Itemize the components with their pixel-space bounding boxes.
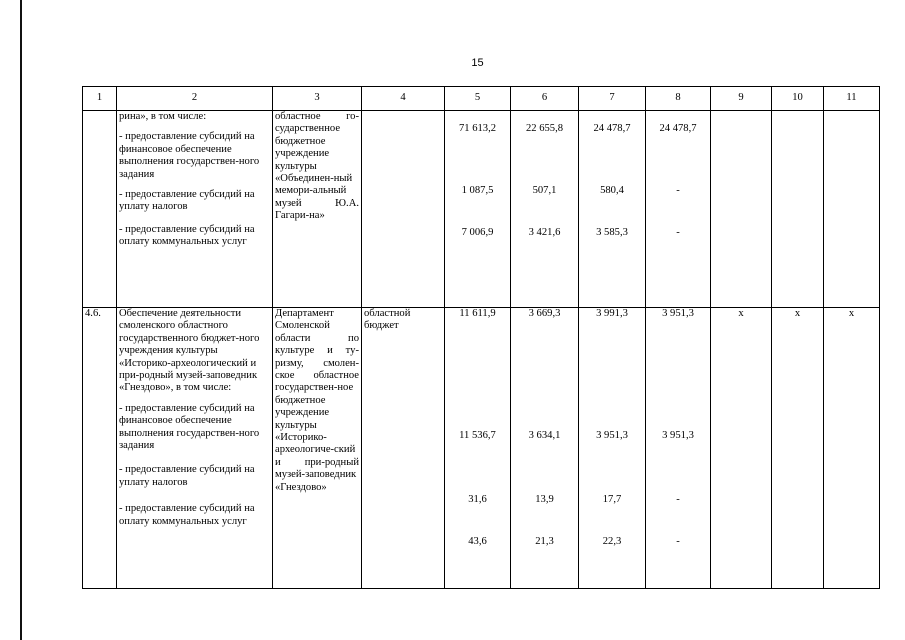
row2-col7-total: 3 991,3	[596, 308, 628, 319]
row2-description	[117, 308, 273, 589]
header-col-11: 11	[824, 87, 880, 111]
row1-executor: областное го-сударственное бюджетное учреждение культуры «Объединен-ный мемори-альный музей Ю.А. Гагари-на»	[273, 111, 362, 308]
row1-item-utilities: - предоставление субсидий на оплату коммунальных услуг	[119, 223, 255, 248]
header-col-10: 10	[772, 87, 824, 111]
row1-col7-task: 24 478,7	[593, 123, 631, 134]
row2-col9: x	[711, 308, 772, 589]
row2-col8-taxes: -	[676, 494, 680, 505]
header-row	[83, 87, 880, 111]
row1-description	[117, 111, 273, 308]
header-col-9: 9	[711, 87, 772, 111]
budget-table	[82, 86, 880, 589]
row2-number: 4.6.	[83, 308, 117, 589]
row1-col8-utilities: -	[676, 227, 680, 238]
row1-col9	[711, 111, 772, 308]
header-col-6: 6	[511, 87, 579, 111]
row2-col6-total: 3 669,3	[528, 308, 561, 319]
row2-col6-utilities: 21,3	[535, 536, 554, 547]
row1-col7-utilities: 3 585,3	[596, 227, 628, 238]
row1-col6-utilities: 3 421,6	[528, 227, 561, 238]
header-col-2: 2	[117, 87, 273, 111]
row1-col5-utilities: 7 006,9	[461, 227, 494, 238]
header-col-4: 4	[362, 87, 445, 111]
row2-col10: x	[772, 308, 824, 589]
row2-item-utilities: - предоставление субсидий на оплату коммунальных услуг	[119, 503, 255, 527]
page-number: 15	[471, 57, 484, 69]
row2-col11: x	[824, 308, 880, 589]
row2-col8	[646, 308, 711, 589]
row1-col6-taxes: 507,1	[532, 185, 557, 196]
row2-col7-utilities: 22,3	[602, 536, 622, 547]
row1-lead-text: рина», в том числе:	[119, 111, 207, 122]
row1-col6-task: 22 655,8	[525, 123, 564, 134]
row2-col8-task: 3 951,3	[662, 430, 694, 441]
row1-col5-taxes: 1 087,5	[461, 185, 494, 196]
row1-col7-taxes: 580,4	[600, 185, 624, 196]
row2-executor: Департамент Смоленской области по культуре и ту-ризму, смолен-ское областное государствен-ное бюджетное учреждение культуры «Историко-археологиче-ский и при-родный музей-заповедник «Гнездово»	[273, 308, 362, 589]
row1-source	[362, 111, 445, 308]
row2-col8-utilities: -	[676, 536, 680, 547]
row2-col6-task: 3 634,1	[528, 430, 561, 441]
row2-lead-text: Обеспечение деятельности смоленского областного государственного бюджет-ного учреждения культуры «Историко-археологический и при-родный музей-заповедник «Гнездово», в том числе:	[119, 308, 260, 394]
row2-col6	[511, 308, 579, 589]
row2-item-taxes: - предоставление субсидий на уплату налогов	[119, 464, 255, 488]
row1-col10	[772, 111, 824, 308]
table-row	[83, 111, 880, 308]
row1-col8-taxes: -	[676, 185, 680, 196]
row2-col7-taxes: 17,7	[602, 494, 622, 505]
row1-col7	[579, 111, 646, 308]
table-header	[83, 87, 880, 111]
row2-col6-taxes: 13,9	[535, 494, 554, 505]
row2-col5-utilities: 43,6	[468, 536, 487, 547]
row2-col7-task: 3 951,3	[596, 430, 628, 441]
header-col-1: 1	[83, 87, 117, 111]
table-row	[83, 308, 880, 589]
row1-number	[83, 111, 117, 308]
header-col-7: 7	[579, 87, 646, 111]
row1-item-taxes: - предоставление субсидий на уплату налогов	[119, 189, 255, 213]
row1-col5	[445, 111, 511, 308]
scan-edge-line	[20, 0, 22, 640]
row2-col5-taxes: 31,6	[468, 494, 487, 505]
header-col-8: 8	[646, 87, 711, 111]
header-col-5: 5	[445, 87, 511, 111]
row1-col8-task: 24 478,7	[659, 123, 697, 134]
row2-source: областной бюджет	[362, 308, 445, 589]
row1-col11	[824, 111, 880, 308]
header-col-3: 3	[273, 87, 362, 111]
row1-col8	[646, 111, 711, 308]
row2-col5-task: 11 536,7	[459, 430, 496, 441]
row2-col7	[579, 308, 646, 589]
row1-col5-task: 71 613,2	[458, 123, 497, 134]
row1-col6	[511, 111, 579, 308]
row2-col5	[445, 308, 511, 589]
row2-col5-total: 11 611,9	[459, 308, 496, 319]
row2-col8-total: 3 951,3	[662, 308, 694, 319]
row1-item-task: - предоставление субсидий на финансовое обеспечение выполнения государствен-ного задания	[119, 131, 260, 180]
row2-item-task: - предоставление субсидий на финансовое обеспечение выполнения государствен-ного задания	[119, 402, 260, 452]
